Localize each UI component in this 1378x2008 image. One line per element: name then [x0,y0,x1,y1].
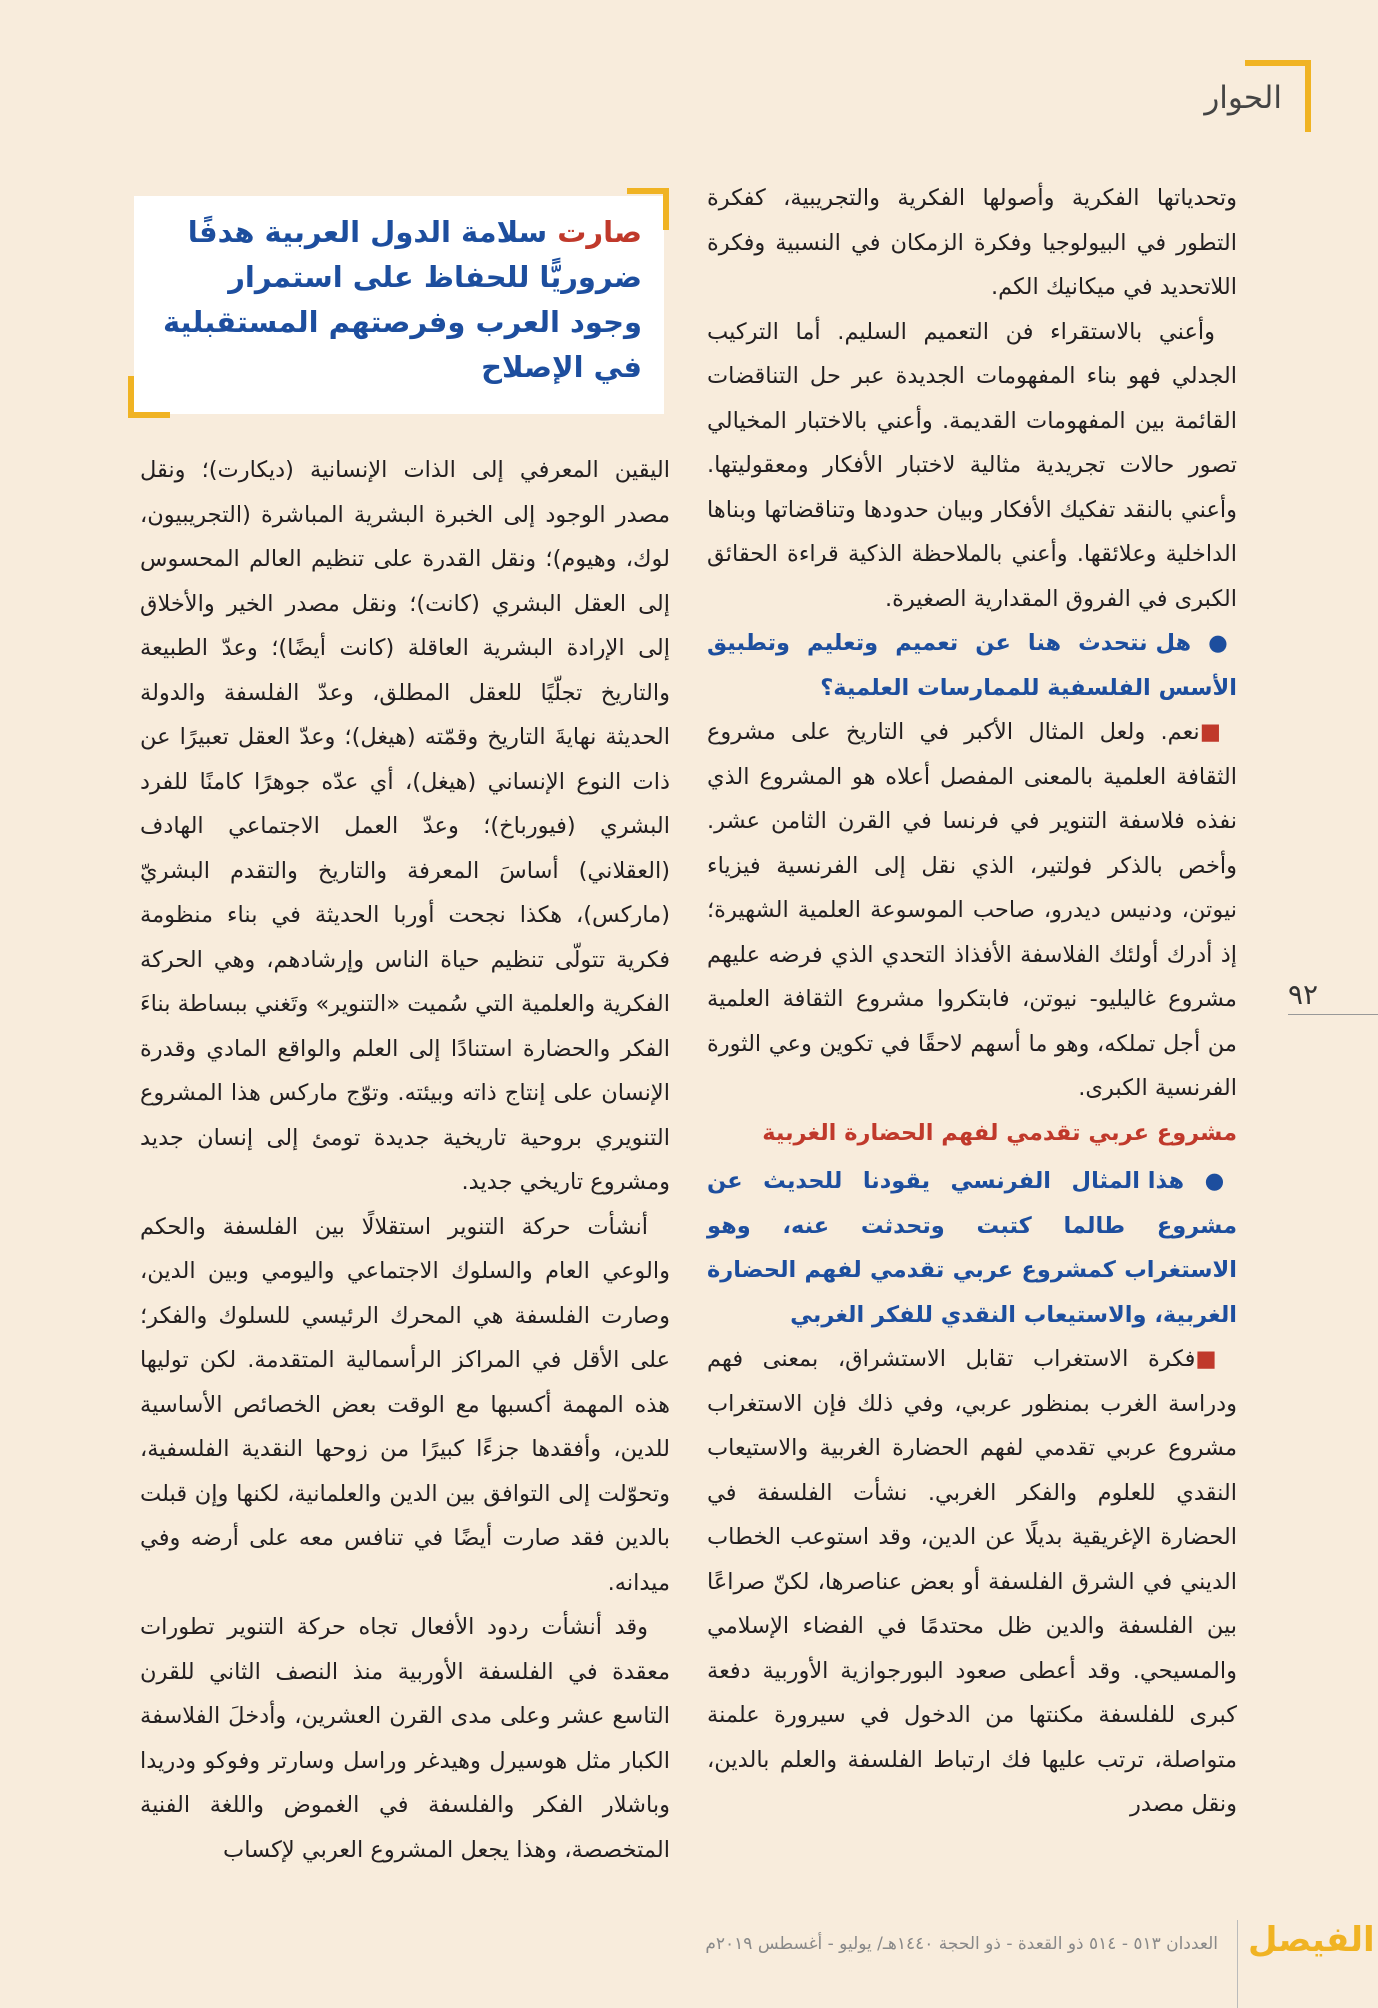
paragraph: وتحدياتها الفكرية وأصولها الفكرية والتجريبية، كفكرة التطور في البيولوجيا وفكرة الزمكان في النسبية وفكرة اللاتحديد في ميكانيك الكم. [707,185,1237,300]
question-text: هذا المثال الفرنسي يقودنا للحديث عن مشروع طالما كتبت وتحدثت عنه، وهو الاستغراب كمشروع عربي تقدمي لفهم الحضارة الغربية، والاستيعاب النقدي للفكر الغربي [707,1168,1237,1328]
page-number: ٩٢ [1288,978,1319,1011]
pull-quote-corner-bottom [128,376,170,418]
pull-quote-body: سلامة الدول العربية هدفًا ضروريًّا للحفاظ على استمرار وجود العرب وفرصتهم المستقبلية في الإصلاح [162,215,642,384]
issue-info: العددان ٥١٣ - ٥١٤ ذو القعدة - ذو الحجة ١٤٤٠هـ/ يوليو - أغسطس ٢٠١٩م [705,1934,1218,1954]
answer-text: نعم. ولعل المثال الأكبر في التاريخ على مشروع الثقافة العلمية بالمعنى المفصل أعلاه هو المشروع الذي نفذه فلاسفة التنوير في فرنسا في القرن الثامن عشر. وأخص بالذكر فولتير، الذي نقل إلى الفرنسية فيزياء نيوتن، ودنيس ديدرو، صاحب الموسوعة العلمية الشهيرة؛ إذ أدرك أولئك الفلاسفة الأفذاذ التحدي الذي فرضه عليهم مشروع غاليليو- نيوتن، فابتكروا مشروع الثقافة العلمية من أجل تملكه، وهو ما أسهم لاحقًا في تكوين وعي الثورة الفرنسية الكبرى. [707,719,1237,1101]
square-bullet-icon: ■ [1199,719,1229,745]
pull-quote [134,196,664,414]
pull-quote-corner-top [627,188,669,230]
left-column [140,448,670,1872]
section-title: الحوار [1204,80,1282,116]
paragraph: وقد أنشأت ردود الأفعال تجاه حركة التنوير تطورات معقدة في الفلسفة الأوربية منذ النصف الثاني للقرن التاسع عشر وعلى مدى القرن العشرين، وأدخلَ الفلاسفة الكبار مثل هوسيرل وهيدغر وراسل وسارتر وفوكو ودريدا وباشلار الفكر والفلسفة في الغموض واللغة الفنية المتخصصة، وهذا يجعل المشروع العربي لإكساب [140,1614,670,1863]
pull-quote-highlight: صارت [557,215,642,249]
interview-question [707,1159,1237,1337]
magazine-logo: الفيصل [1248,1920,1375,1960]
paragraph: وأعني بالاستقراء فن التعميم السليم. أما التركيب الجدلي فهو بناء المفهومات الجديدة عبر حل التناقضات القائمة بين المفهومات القديمة. وأعني بالاختبار المخيالي تصور حالات تجريدية مثالية لاختبار الأفكار ومعقوليتها. وأعني بالنقد تفكيك الأفكار وبيان حدودها وتناقضاتها وبناها الداخلية وعلائقها. وأعني بالملاحظة الذكية قراءة الحقائق الكبرى في الفروق المقدارية الصغيرة. [707,318,1237,612]
paragraph: اليقين المعرفي إلى الذات الإنسانية (ديكارت)؛ ونقل مصدر الوجود إلى الخبرة البشرية المباشرة (التجريبيون، لوك، وهيوم)؛ ونقل القدرة على تنظيم العالم المحسوس إلى العقل البشري (كانت)؛ ونقل مصدر الخير والأخلاق إلى الإرادة البشرية العاقلة (كانت أيضًا)؛ وعدّ الطبيعة والتاريخ تجلّيًا للعقل المطلق، وعدّ الفلسفة والدولة الحديثة نهايةَ التاريخ وقمّته (هيغل)؛ وعدّ العقل تعبيرًا عن ذات النوع الإنساني (هيغل)، أي عدّه جوهرًا كامنًا للفرد البشري (فيورباخ)؛ وعدّ العمل الاجتماعي الهادف (العقلاني) أساسَ المعرفة والتاريخ والتقدم البشريّ (ماركس)، هكذا نجحت أوربا الحديثة في بناء منظومة فكرية تتولّى تنظيم حياة الناس وإرشادهم، وهي الحركة الفكرية والعلمية التي سُميت «التنوير» وتَغني ببساطة بناءَ الفكر والحضارة استنادًا إلى العلم والواقع المادي وقدرة الإنسان على إنتاج ذاته وبيئته. وتوّج ماركس هذا المشروع التنويري بروحية تاريخية جديدة تومئ إلى إنسان جديد ومشروع تاريخي جديد. [140,457,670,1195]
bullet-icon: ● [1184,1168,1237,1194]
square-bullet-icon: ■ [1195,1346,1230,1372]
page-number-rule [1288,1014,1378,1015]
interview-answer [707,1337,1237,1827]
interview-answer [707,710,1237,1111]
paragraph: أنشأت حركة التنوير استقلالًا بين الفلسفة والحكم والوعي العام والسلوك الاجتماعي واليومي وبين الدين، وصارت الفلسفة هي المحرك الرئيسي للسلوك والفكر؛ على الأقل في المراكز الرأسمالية المتقدمة. لكن توليها هذه المهمة أكسبها مع الوقت بعض الخصائص الأساسية للدين، وأفقدها جزءًا كبيرًا من زوحها النقدية الفلسفية، وتحوّلت إلى التوافق بين الدين والعلمانية، لكنها وإن قبلت بالدين فقد صارت أيضًا في تنافس معه على أرضه وفي ميدانه. [140,1213,670,1596]
footer-separator [1237,1920,1238,2008]
subheading: مشروع عربي تقدمي لفهم الحضارة الغربية [762,1119,1237,1146]
question-text: هل نتحدث هنا عن تعميم وتعليم وتطبيق الأسس الفلسفية للممارسات العلمية؟ [707,630,1237,701]
answer-text: فكرة الاستغراب تقابل الاستشراق، بمعنى فهم ودراسة الغرب بمنظور عربي، وفي ذلك فإن الاستغراب مشروع عربي تقدمي لفهم الحضارة الغربية والاستيعاب النقدي للعلوم والفكر الغربي. نشأت الفلسفة في الحضارة الإغريقية بديلًا عن الدين، وقد استوعب الخطاب الديني في الشرق الفلسفة أو بعض عناصرها، لكنّ صراعًا بين الفلسفة والدين ظل محتدمًا في الفضاء الإسلامي والمسيحي. وقد أعطى صعود البورجوازية الأوربية دفعة كبرى للفلسفة مكنتها من الدخول في سيرورة علمنة متواصلة، ترتب عليها فك ارتباط الفلسفة والعلم بالدين، ونقل مصدر [707,1346,1237,1817]
bullet-icon: ● [1191,630,1238,656]
interview-question [707,621,1237,710]
right-column [707,176,1237,1827]
pull-quote-text [162,210,642,390]
